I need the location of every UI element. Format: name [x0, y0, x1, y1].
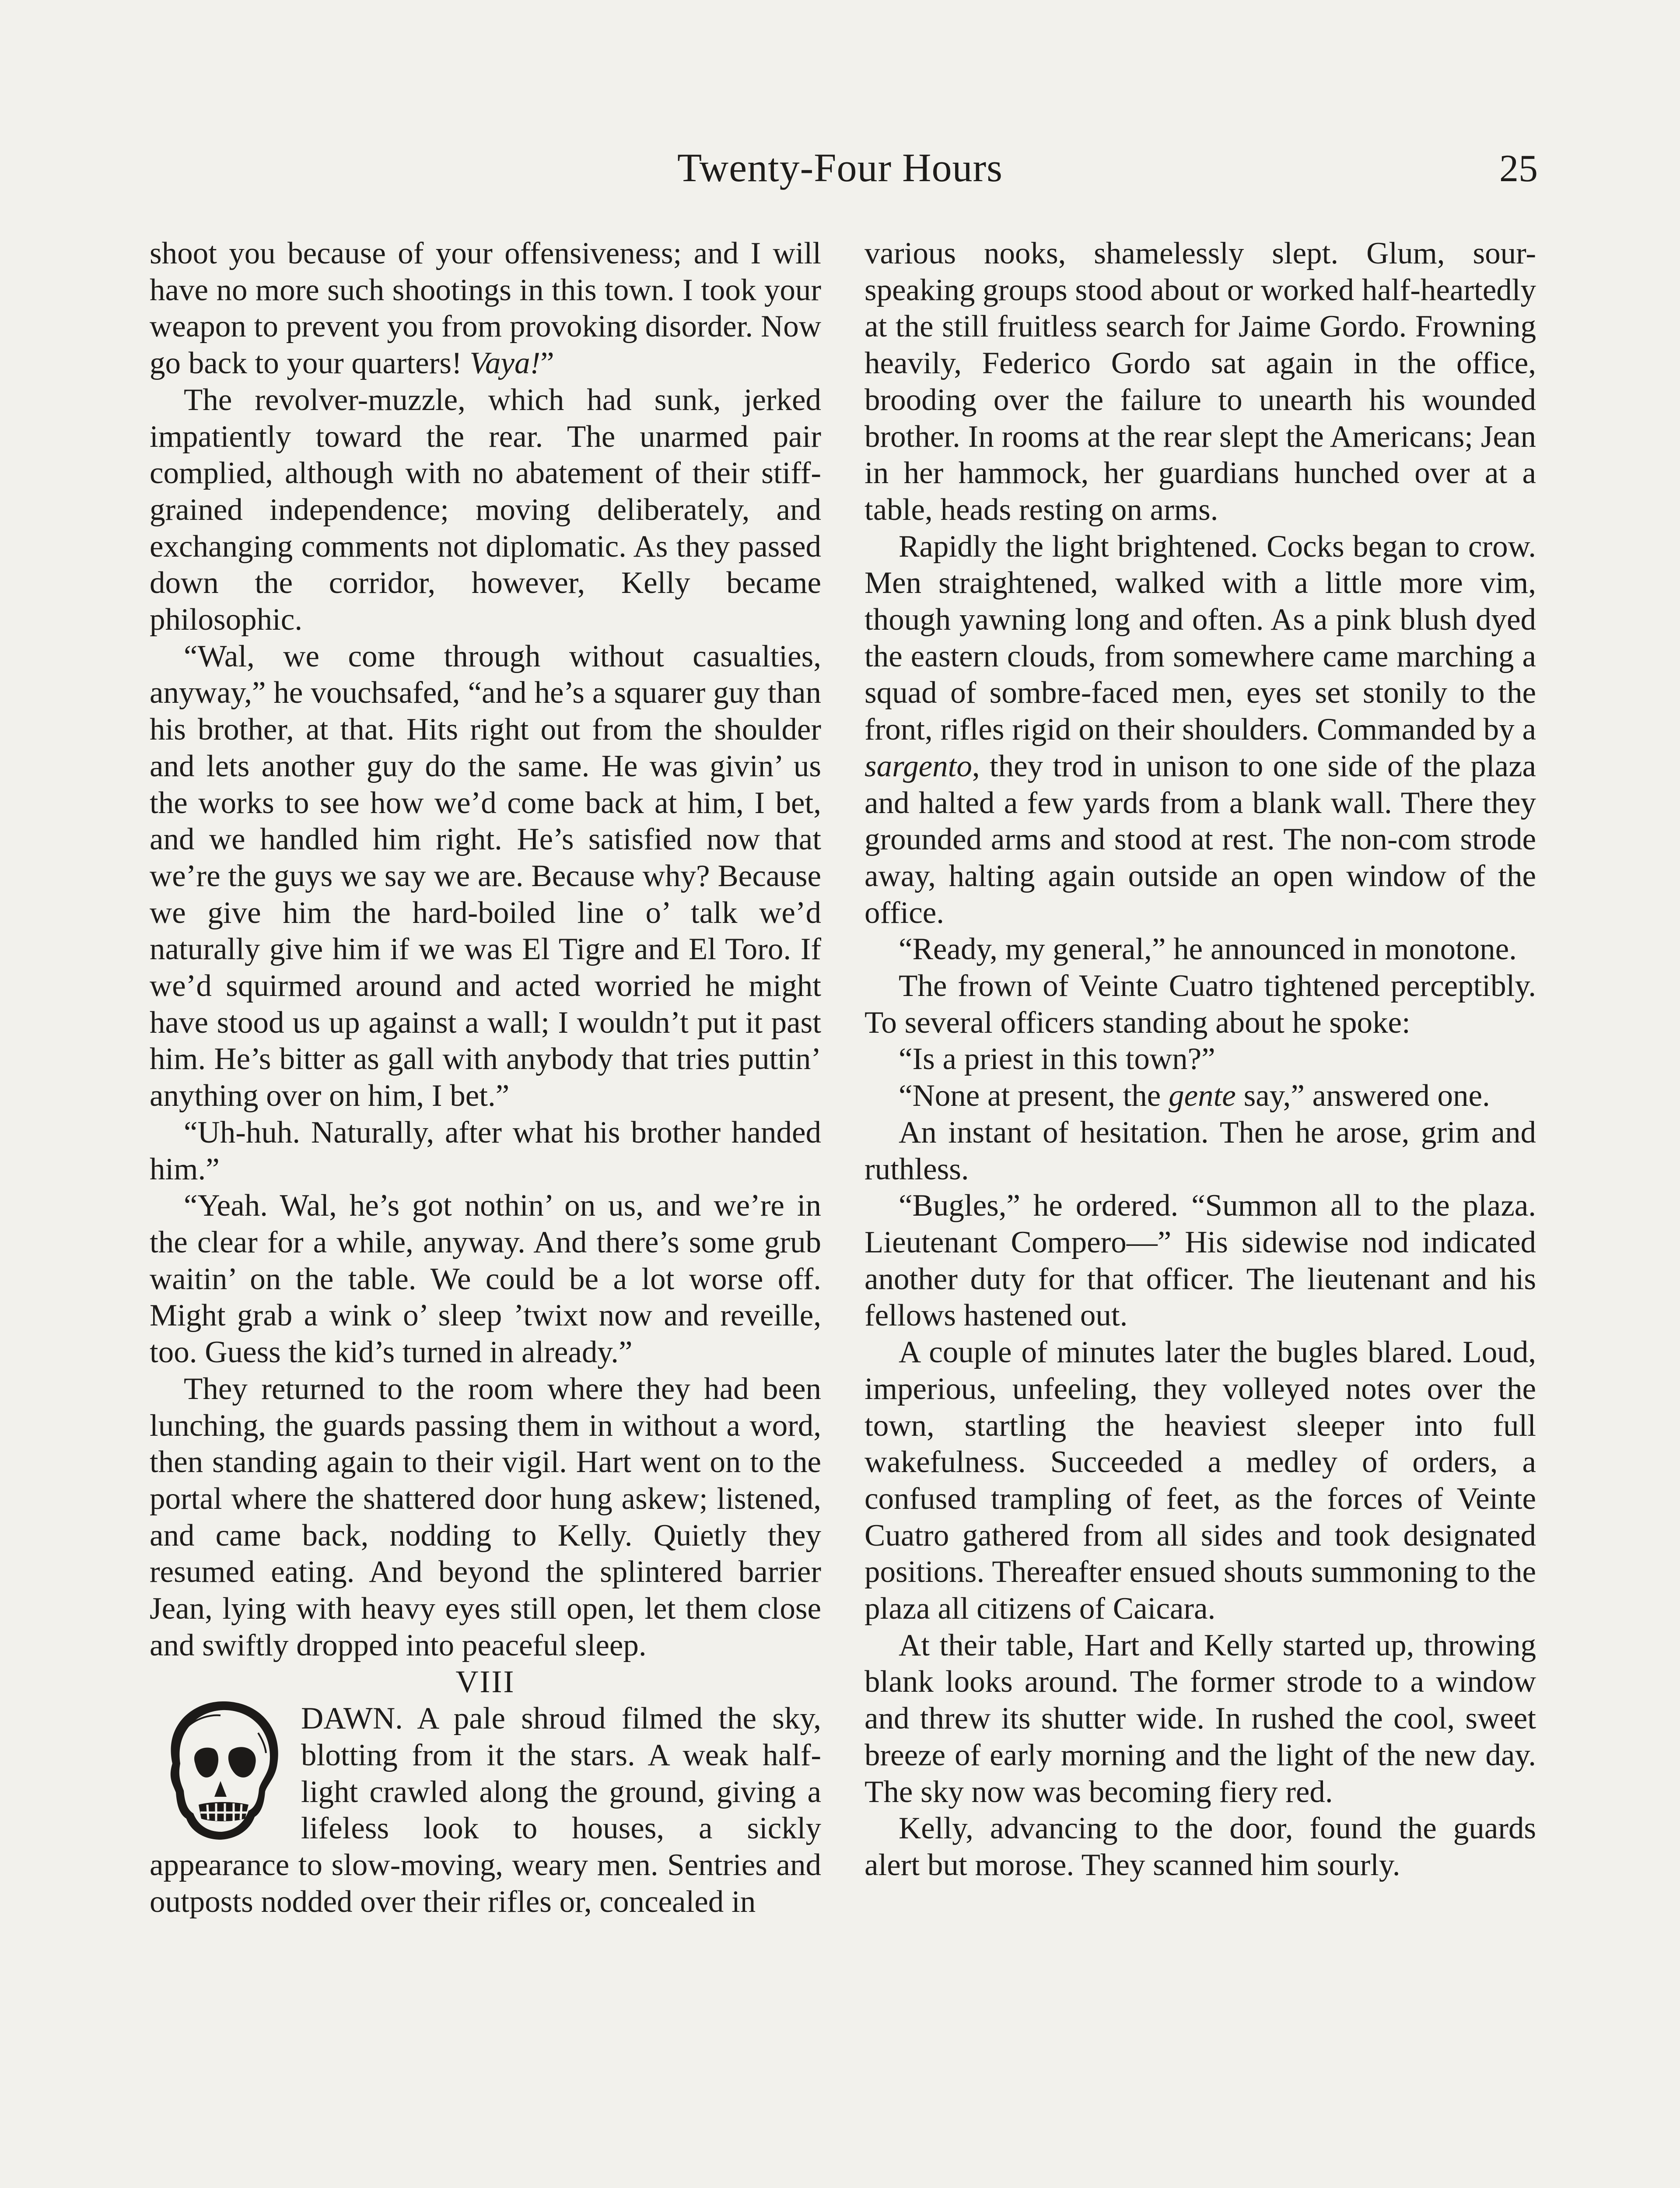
paragraph: “Uh-huh. Naturally, after what his brother handed him.”: [150, 1115, 821, 1186]
chapter-section-heading: VIII: [455, 1664, 515, 1700]
paragraph: “Is a priest in this town?”: [899, 1042, 1215, 1076]
page-number: 25: [1499, 147, 1538, 190]
paragraph: The frown of Veinte Cuatro tightened perceptibly. To several officers standing about he spoke:: [864, 969, 1536, 1040]
left-column: [150, 235, 821, 1920]
paragraph: “Yeah. Wal, he’s got nothin’ on us, and we’re in the clear for a while, anyway. And there’s some grub waitin’ on the table. We could be a lot worse off. Might grab a wink o’ sleep ’twixt now and reveille, too. Guess the kid’s turned in already.”: [150, 1189, 821, 1370]
paragraph: DAWN. A pale shroud filmed the sky, blotting from it the stars. A weak half-light crawled along the ground, giving a lifeless look to houses, a sickly appearance to slow-moving, weary men. Sentries and outposts nodded over their rifles or, concealed in: [150, 1701, 821, 1919]
paragraph: “Ready, my general,” he announced in monotone.: [899, 932, 1517, 967]
paragraph: “None at present, the gente say,” answered one.: [899, 1079, 1490, 1113]
paragraph: Rapidly the light brightened. Cocks began to crow. Men straightened, walked with a little more vim, though yawning long and often. As a pink blush dyed the eastern clouds, from somewhere came marching a squad of sombre-faced men, eyes set stonily to the front, rifles rigid on their shoulders. Commanded by a sargento, they trod in unison to one side of the plaza and halted a few yards from a blank wall. There they grounded arms and stood at rest. The non-com strode away, halting again outside an open window of the office.: [864, 529, 1536, 930]
paragraph: “Bugles,” he ordered. “Summon all to the plaza. Lieutenant Compero—” His sidewise nod indicated another duty for that officer. The lieutenant and his fellows hastened out.: [864, 1189, 1536, 1333]
paragraph: various nooks, shamelessly slept. Glum, sour-speaking groups stood about or worked half-heartedly at the still fruitless search for Jaime Gordo. Frowning heavily, Federico Gordo sat again in the office, brooding over the failure to unearth his wounded brother. In rooms at the rear slept the Americans; Jean in her hammock, her guardians hunched over at a table, heads resting on arms.: [864, 236, 1536, 527]
paragraph: shoot you because of your offensiveness; and I will have no more such shootings in this town. I took your weapon to prevent you from provoking disorder. Now go back to your quarters! Vaya!”: [150, 236, 821, 381]
paragraph: An instant of hesitation. Then he arose, grim and ruthless.: [864, 1115, 1536, 1186]
running-header-title: Twenty-Four Hours: [677, 145, 1003, 190]
paragraph: “Wal, we come through without casualties, anyway,” he vouchsafed, “and he’s a squarer guy than his brother, at that. Hits right out from the shoulder and lets another guy do the same. He was givin’ us the works to see how we’d come back at him, I bet, and we handled him right. He’s satisfied now that we’re the guys we say we are. Because why? Because we give him the hard-boiled line o’ talk we’d naturally give him if we was El Tigre and El Toro. If we’d squirmed around and acted worried he might have stood us up against a wall; I wouldn’t put it past him. He’s bitter as gall with anybody that tries puttin’ anything over on him, I bet.”: [150, 639, 821, 1113]
paragraph: A couple of minutes later the bugles blared. Loud, imperious, unfeeling, they volleyed notes over the town, startling the heaviest sleeper into full wakefulness. Succeeded a medley of orders, a confused trampling of feet, as the forces of Veinte Cuatro gathered from all sides and took designated positions. Thereafter ensued shouts summoning to the plaza all citizens of Caicara.: [864, 1335, 1536, 1626]
paragraph: At their table, Hart and Kelly started up, throwing blank looks around. The former strode to a window and threw its shutter wide. In rushed the cool, sweet breeze of early morning and the light of the new day. The sky now was becoming fiery red.: [864, 1628, 1536, 1809]
paragraph: Kelly, advancing to the door, found the guards alert but morose. They scanned him sourly.: [864, 1811, 1536, 1882]
skull-icon: [155, 1701, 286, 1844]
dropcap-paragraph: [150, 1701, 821, 1920]
right-column: [864, 235, 1536, 1884]
paragraph: They returned to the room where they had been lunching, the guards passing them in without a word, then standing again to their vigil. Hart went on to the portal where the shattered door hung askew; listened, and came back, nodding to Kelly. Quietly they resumed eating. And beyond the splintered barrier Jean, lying with heavy eyes still open, let them close and swiftly dropped into peaceful sleep.: [150, 1371, 821, 1662]
paragraph: The revolver-muzzle, which had sunk, jerked impatiently toward the rear. The unarmed pair complied, although with no abatement of their stiff-grained independence; moving deliberately, and exchanging comments not diplomatic. As they passed down the corridor, however, Kelly became philosophic.: [150, 382, 821, 637]
